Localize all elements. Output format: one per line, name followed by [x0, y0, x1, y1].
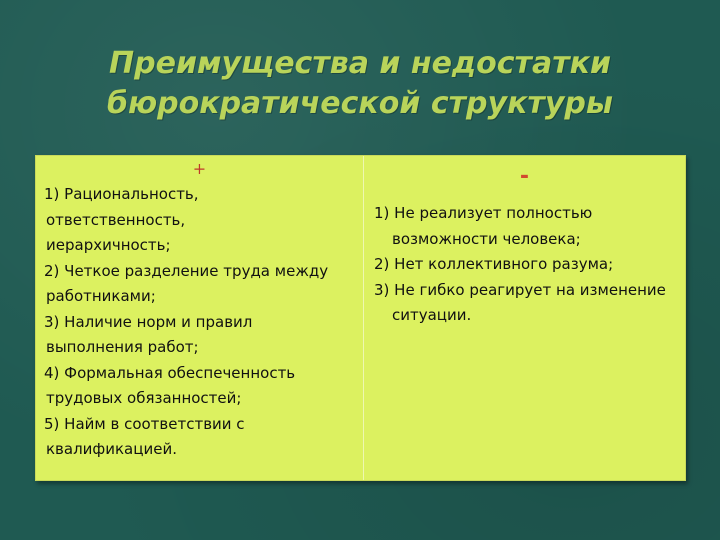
advantage-item [44, 182, 359, 259]
advantage-item-line: квалификацией. [46, 440, 177, 458]
disadvantage-item-line: 1) Не реализует полностью [374, 204, 593, 222]
slide-title-line-2: бюрократической структуры [107, 86, 613, 121]
disadvantages-column [364, 156, 685, 480]
disadvantage-item-line: возможности человека; [392, 229, 581, 248]
advantage-item-line: выполнения работ; [46, 338, 199, 356]
advantage-item [44, 259, 359, 310]
disadvantage-item-line: 3) Не гибко реагирует на изменение [374, 280, 666, 299]
advantage-item-line: 3) Наличие норм и правил [44, 312, 253, 331]
disadvantage-item [374, 201, 681, 252]
slide-title [0, 44, 720, 124]
disadvantage-item [374, 252, 681, 278]
advantage-item-line: работниками; [46, 287, 156, 305]
disadvantage-item-line: 2) Нет коллективного разума; [374, 255, 614, 273]
advantage-item-line: трудовых обязанностей; [46, 389, 242, 407]
advantage-item [44, 412, 359, 463]
disadvantages-list [374, 201, 681, 329]
disadvantages-header: - [519, 164, 530, 189]
disadvantage-item [374, 278, 681, 329]
advantage-item-line: иерархичность; [46, 236, 171, 254]
disadvantage-item-line: ситуации. [392, 306, 472, 324]
advantages-column [36, 156, 363, 480]
advantages-header: + [192, 159, 207, 178]
advantage-item-line: ответственность, [46, 210, 186, 229]
slide-title-line-1: Преимущества и недостатки [109, 46, 611, 81]
advantage-item [44, 361, 359, 412]
advantages-list [44, 182, 359, 463]
advantage-item-line: 1) Рациональность, [44, 185, 199, 203]
comparison-table [35, 155, 686, 481]
advantage-item-line: 4) Формальная обеспеченность [44, 363, 296, 382]
advantage-item-line: 5) Найм в соответствии с [44, 414, 245, 433]
advantage-item-line: 2) Четкое разделение труда между [44, 261, 329, 280]
advantage-item [44, 310, 359, 361]
